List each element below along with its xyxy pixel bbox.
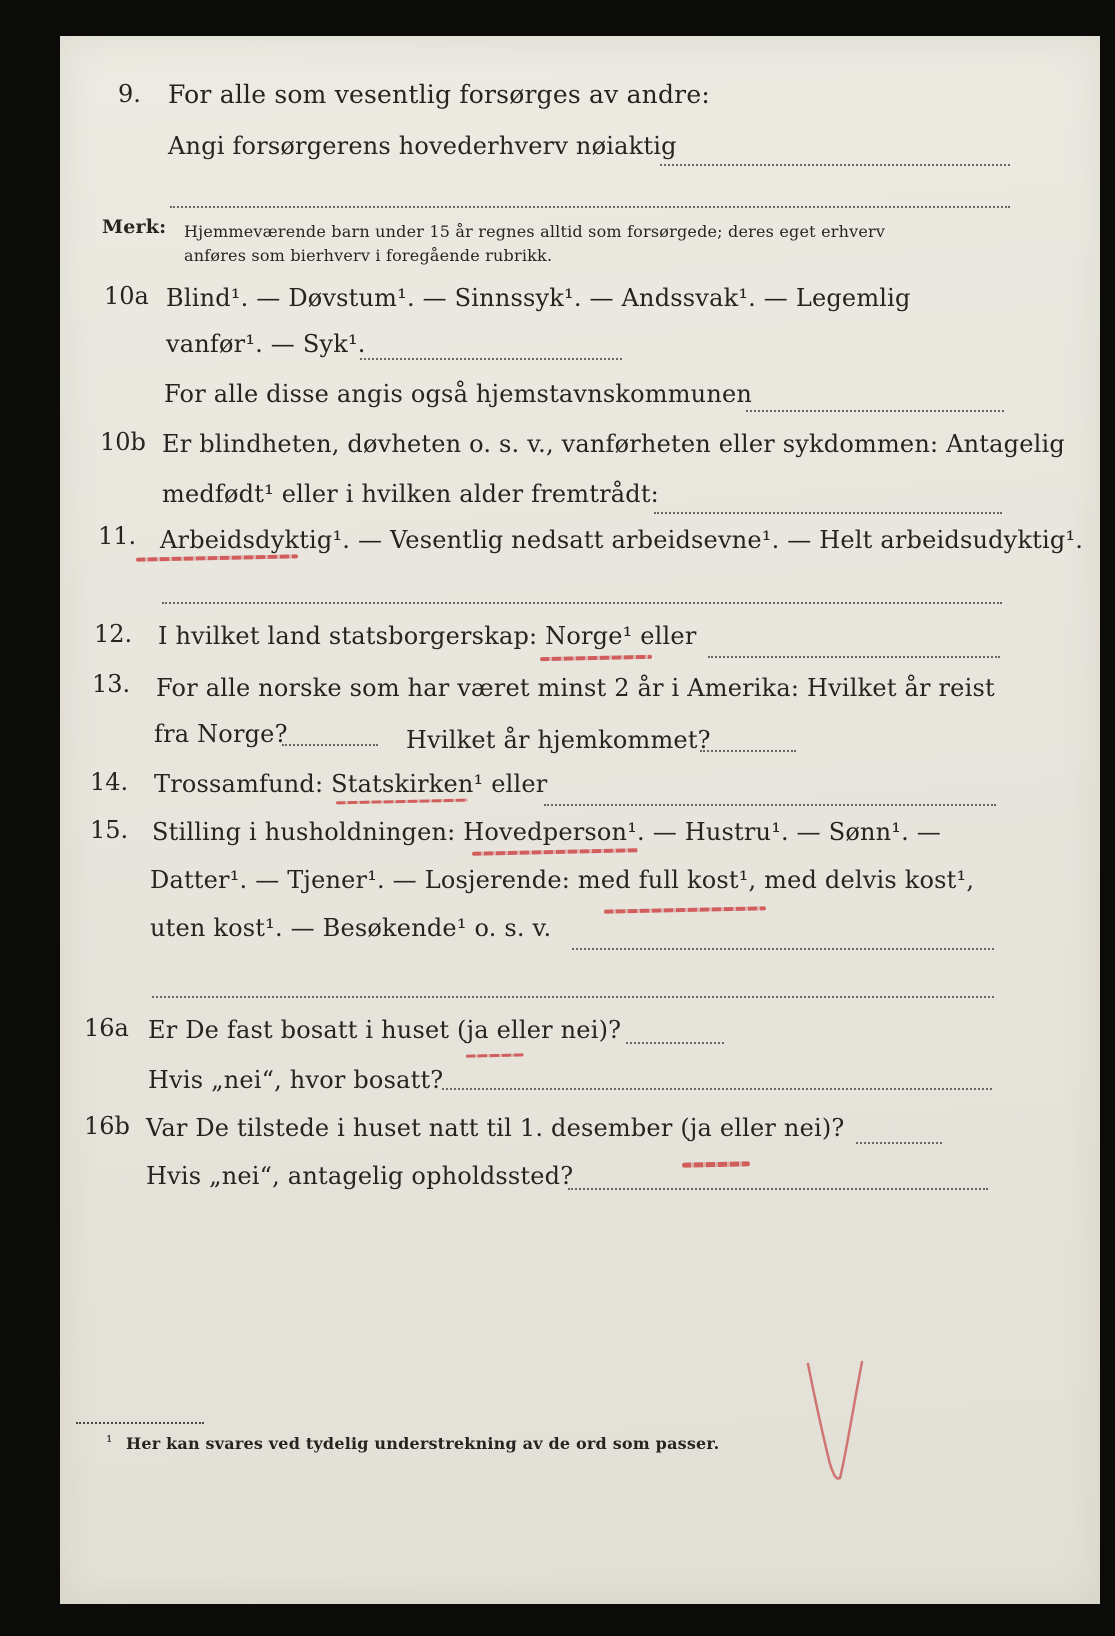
q15-line-3: uten kost¹. — Besøkende¹ o. s. v. (150, 914, 552, 942)
q10a-municipality-answer-line[interactable] (746, 410, 1004, 412)
q15-number: 15. (90, 816, 129, 844)
note-line-1: Hjemmeværende barn under 15 år regnes alltid som forsørgede; deres eget erhverv (184, 222, 886, 241)
footnote-rule (76, 1422, 204, 1424)
q16a-red-underline-ja (466, 1053, 524, 1057)
q10b-number: 10b (100, 428, 146, 456)
q15-answer-line[interactable] (572, 948, 994, 950)
q10a-number: 10a (104, 282, 149, 310)
q14-answer-line[interactable] (544, 804, 996, 806)
q16b-line-1: Var De tilstede i huset natt til 1. desember (ja eller nei)? (146, 1114, 845, 1142)
q9-answer-line[interactable] (660, 164, 1010, 166)
q12-line-1: I hvilket land statsborgerskap: Norge¹ eller (158, 622, 697, 650)
q12-red-underline-norge (540, 655, 652, 661)
q14-number: 14. (90, 768, 129, 796)
q9-line-2: Angi forsørgerens hovederhverv nøiaktig (168, 132, 677, 160)
census-form-page (60, 36, 1100, 1604)
q13-number: 13. (92, 670, 131, 698)
q10b-line-1: Er blindheten, døvheten o. s. v., vanførheten eller sykdommen: Antagelig (162, 430, 1065, 458)
q14-line-1: Trossamfund: Statskirken¹ eller (154, 770, 548, 798)
q12-number: 12. (94, 620, 133, 648)
red-check-mark (800, 1354, 880, 1494)
q10b-answer-line[interactable] (654, 512, 1002, 514)
footnote-mark: ¹ (106, 1432, 113, 1451)
q16b-red-underline-ja (682, 1161, 750, 1167)
q11-line-1: Arbeidsdyktig¹. — Vesentlig nedsatt arbeidsevne¹. — Helt arbeidsudyktig¹. (160, 526, 1084, 554)
q10b-line-2: medfødt¹ eller i hvilken alder fremtrådt: (162, 480, 659, 508)
q11-answer-line[interactable] (162, 602, 1002, 604)
q16a-answer-line[interactable] (626, 1042, 724, 1044)
q12-answer-line[interactable] (708, 656, 1000, 658)
q15-line-2: Datter¹. — Tjener¹. — Losjerende: med full kost¹, med delvis kost¹, (150, 866, 975, 894)
footnote-text: Her kan svares ved tydelig understrekning av de ord som passer. (126, 1434, 720, 1453)
q9-number: 9. (118, 80, 141, 108)
q16a-line-1: Er De fast bosatt i huset (ja eller nei)? (148, 1016, 622, 1044)
q9-line-1: For alle som vesentlig forsørges av andre: (168, 80, 710, 109)
q13-line-2b: Hvilket år hjemkommet? (406, 726, 711, 754)
q10a-line-1: Blind¹. — Døvstum¹. — Sinnssyk¹. — Andssvak¹. — Legemlig (166, 284, 911, 312)
q13-line-1: For alle norske som har været minst 2 år i Amerika: Hvilket år reist (156, 674, 995, 702)
q15-red-underline-full-kost (604, 906, 766, 913)
q13-line-2a: fra Norge? (154, 720, 288, 748)
note-line-2: anføres som bierhverv i foregående rubrikk. (184, 246, 553, 265)
q11-number: 11. (98, 522, 137, 550)
q15-line-1: Stilling i husholdningen: Hovedperson¹. — Hustru¹. — Sønn¹. — (152, 818, 941, 846)
note-label: Merk: (102, 216, 167, 238)
q13-departure-year-line[interactable] (282, 744, 378, 746)
q14-red-underline-statskirken (336, 799, 468, 805)
q16b-line-2: Hvis „nei“, antagelig opholdssted? (146, 1162, 574, 1190)
q10a-sick-answer-line[interactable] (360, 358, 622, 360)
q16b-number: 16b (84, 1112, 130, 1140)
q16b-answer-line[interactable] (856, 1142, 942, 1144)
q15-answer-line-2[interactable] (152, 996, 994, 998)
q9-answer-line-2[interactable] (170, 206, 1010, 208)
q10a-line-2: vanfør¹. — Syk¹. (166, 330, 366, 358)
q13-return-year-line[interactable] (700, 750, 796, 752)
q16a-residence-answer-line[interactable] (442, 1088, 992, 1090)
q16a-line-2: Hvis „nei“, hvor bosatt? (148, 1066, 444, 1094)
q15-red-underline-hovedperson (472, 848, 638, 855)
q10a-line-3: For alle disse angis også hjemstavnskommunen (164, 380, 753, 408)
q11-red-underline-arbeidsdyktig (136, 554, 298, 561)
q16a-number: 16a (84, 1014, 129, 1042)
q16b-whereabouts-answer-line[interactable] (568, 1188, 988, 1190)
